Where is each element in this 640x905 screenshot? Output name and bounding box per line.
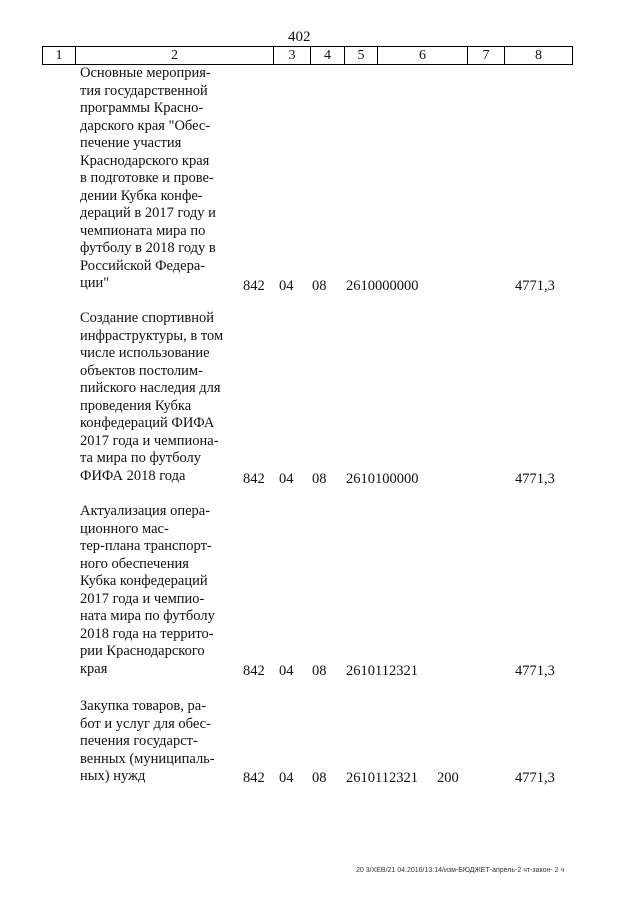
row-col-8: 4771,3 (515, 471, 555, 487)
row-col-4: 04 (279, 663, 294, 679)
header-col-7: 7 (468, 47, 505, 64)
row-col-3: 842 (243, 770, 265, 786)
row-col-6: 2610000000 (346, 278, 419, 294)
row-col-8: 4771,3 (515, 663, 555, 679)
header-col-1: 1 (43, 47, 76, 64)
row-col-7: 200 (437, 770, 459, 786)
row-col-5: 08 (312, 663, 327, 679)
header-col-6: 6 (378, 47, 468, 64)
header-col-3: 3 (274, 47, 311, 64)
row-col-4: 04 (279, 278, 294, 294)
header-col-4: 4 (311, 47, 345, 64)
row-col-4: 04 (279, 471, 294, 487)
row-col-3: 842 (243, 471, 265, 487)
header-col-2: 2 (76, 47, 274, 64)
header-col-8: 8 (535, 48, 542, 63)
row-col-8: 4771,3 (515, 278, 555, 294)
row-col-6: 2610112321 (346, 770, 418, 786)
row-col-5: 08 (312, 770, 327, 786)
row-description: Актуализация опера- ционного мас- тер-плана транспорт- ного обеспечения Кубка конфедераций 2017 года и чемпио- ната мира по футболу 2018 года на террито- рии Краснодарского края (80, 503, 215, 677)
row-col-3: 842 (243, 278, 265, 294)
table-header (42, 46, 573, 65)
row-col-5: 08 (312, 278, 327, 294)
row-col-5: 08 (312, 471, 327, 487)
row-col-8: 4771,3 (515, 770, 555, 786)
row-col-6: 2610100000 (346, 471, 419, 487)
row-description: Создание спортивной инфраструктуры, в том числе использование объектов постолим- пийского наследия для проведения Кубка конфедераций ФИФА 2017 года и чемпиона- та мира по футболу ФИФА 2018 года (80, 310, 224, 484)
header-col-5: 5 (345, 47, 378, 64)
row-col-4: 04 (279, 770, 294, 786)
row-description: Закупка товаров, ра- бот и услуг для обес- печения государст- венных (муниципаль- ных) нужд (80, 698, 215, 784)
row-description: Основные мероприя- тия государственной программы Красно- дарского края "Обес- печение участия Краснодарского края в подготовке и прове- дении Кубка конфе- дераций в 2017 году и чемпионата мира по футболу в 2018 году в Российской Федера- ции" (80, 65, 216, 291)
row-col-3: 842 (243, 663, 265, 679)
footer-stamp: 20 3/ХЕВ/21 04.2016/13:14/изм-БЮДЖЕТ-апрель-2 чт-закон- 2 ч (356, 867, 565, 874)
row-col-6: 2610112321 (346, 663, 418, 679)
page-number: 402 (288, 29, 311, 45)
